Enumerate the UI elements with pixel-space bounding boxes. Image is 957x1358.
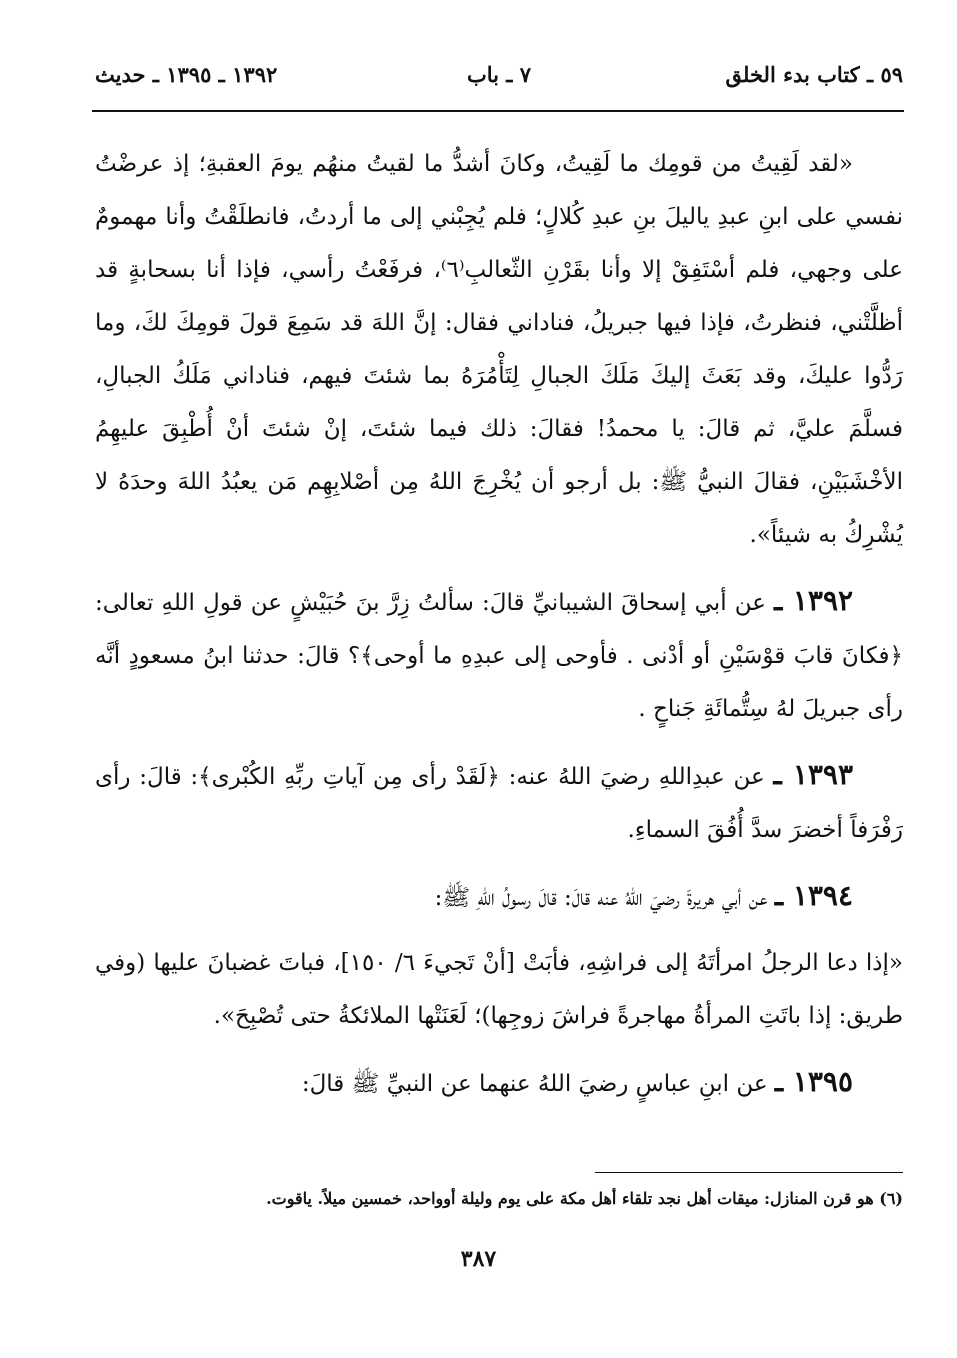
hadith-number: ١٣٩٢ ـ — [774, 584, 854, 617]
hadith-text-1394 — [95, 937, 903, 1043]
paragraph-text: عن أبي هريرةَ رضيَ اللهُ عنه قالَ: قالَ رسولُ اللهِ ﷺ: — [434, 885, 768, 911]
hadith-number: ١٣٩٤ ـ — [774, 879, 853, 912]
hadith-continuation-paragraph — [95, 138, 903, 562]
hadith-number: ١٣٩٣ ـ — [773, 758, 853, 791]
header-hadith-range: ١٣٩٢ ـ ١٣٩٥ ـ حديث — [95, 62, 278, 87]
header-divider — [92, 110, 904, 112]
main-text — [95, 138, 903, 1111]
header-chapter: ٧ ـ باب — [466, 62, 532, 87]
header-book-title: ٥٩ ـ كتاب بدء الخلق — [725, 62, 903, 87]
paragraph-text: «إذا دعا الرجلُ امرأتَهُ إلى فراشِهِ، فأبَتْ [أنْ تَجيءَ ٦/ ١٥٠]، فباتَ غضبانَ عليها (وفي طريق: إذا باتَتِ المرأةُ مهاجرةً فراشَ زوجِها)؛ لَعَنَتْها الملائكةُ حتى تُصْبِحَ». — [95, 950, 903, 1029]
footnote: (٦) هو قرن المنازل: ميقات أهل نجد تلقاء أهل مكة على يوم وليلة أوواحد، خمسين ميلاً. ياقوت. — [266, 1189, 903, 1208]
paragraph-text: عن ابنِ عباسٍ رضيَ اللهُ عنهما عن النبيِّ ﷺ قالَ: — [301, 1071, 768, 1097]
paragraph-text: عن عبدِاللهِ رضيَ اللهُ عنه: ﴿لَقَدْ رأى مِن آياتِ ربِّهِ الكُبْرى﴾: قالَ: رأى رَفْرَفاً أخضرَ سدَّ أُفُقَ السماءِ. — [95, 764, 903, 843]
footnote-divider — [595, 1172, 903, 1173]
hadith-paragraph-1395 — [95, 1055, 903, 1111]
paragraph-text: عن أبي إسحاقَ الشيبانيِّ قالَ: سألتُ زِرَّ بنَ حُبَيْشٍ عن قولِ اللهِ تعالى: ﴿فكانَ قابَ قوْسَيْنِ أو أدْنى . فأوحى إلى عبدِهِ ما أوحى﴾؟ قالَ: حدثنا ابنُ مسعودٍ أنَّه رأى جبريلَ لهُ سِتُّمائَةِ جَناحٍ . — [95, 590, 903, 722]
paragraph-text: «لقد لَقِيتُ من قومِك ما لَقِيتُ، وكانَ أشدُّ ما لقيتُ منهُم يومَ العقبةِ؛ إذ عرضْتُ نفسي على ابنِ عبدِ ياليلَ بنِ عبدِ كُلالٍ؛ فلم يُجِبْني إلى ما أردتُ، فانطلَقْتُ وأنا مهمومٌ على وجهي، فلم أسْتَفِقْ إلا وأنا بقَرْنِ الثّعالبِ⁽٦⁾، فرفَعْتُ رأسي، فإذا أنا بسحابةٍ قد أظلَّتْني، فنظرتُ، فإذا فيها جبريلُ، فناداني فقال: إنَّ اللهَ قد سَمِعَ قولَ قومِكَ لكَ، وما رَدُّوا عليكَ، وقد بَعَثَ إليكَ مَلَكَ الجبالِ لِتَأْمُرَهُ بما شئتَ فيهم، فناداني مَلَكُ الجبالِ، فسلَّمَ عليَّ، ثم قالَ: يا محمدُ! فقالَ: ذلك فيما شئتَ، إنْ شئتَ أنْ أُطْبِقَ عليهِمُ الأخْشَبَيْنِ، فقالَ النبيُّ ﷺ: بل أرجو أن يُخْرِجَ اللهُ مِن أصْلابِهِم مَن يعبُدُ اللهَ وحدَهُ لا يُشْرِكُ به شيئاً». — [95, 151, 904, 548]
running-header — [95, 58, 903, 98]
hadith-paragraph-1394 — [95, 869, 903, 925]
hadith-paragraph-1393 — [95, 748, 903, 857]
hadith-paragraph-1392 — [95, 574, 903, 736]
hadith-number: ١٣٩٥ ـ — [774, 1065, 853, 1098]
page-number: ٣٨٧ — [460, 1246, 497, 1272]
